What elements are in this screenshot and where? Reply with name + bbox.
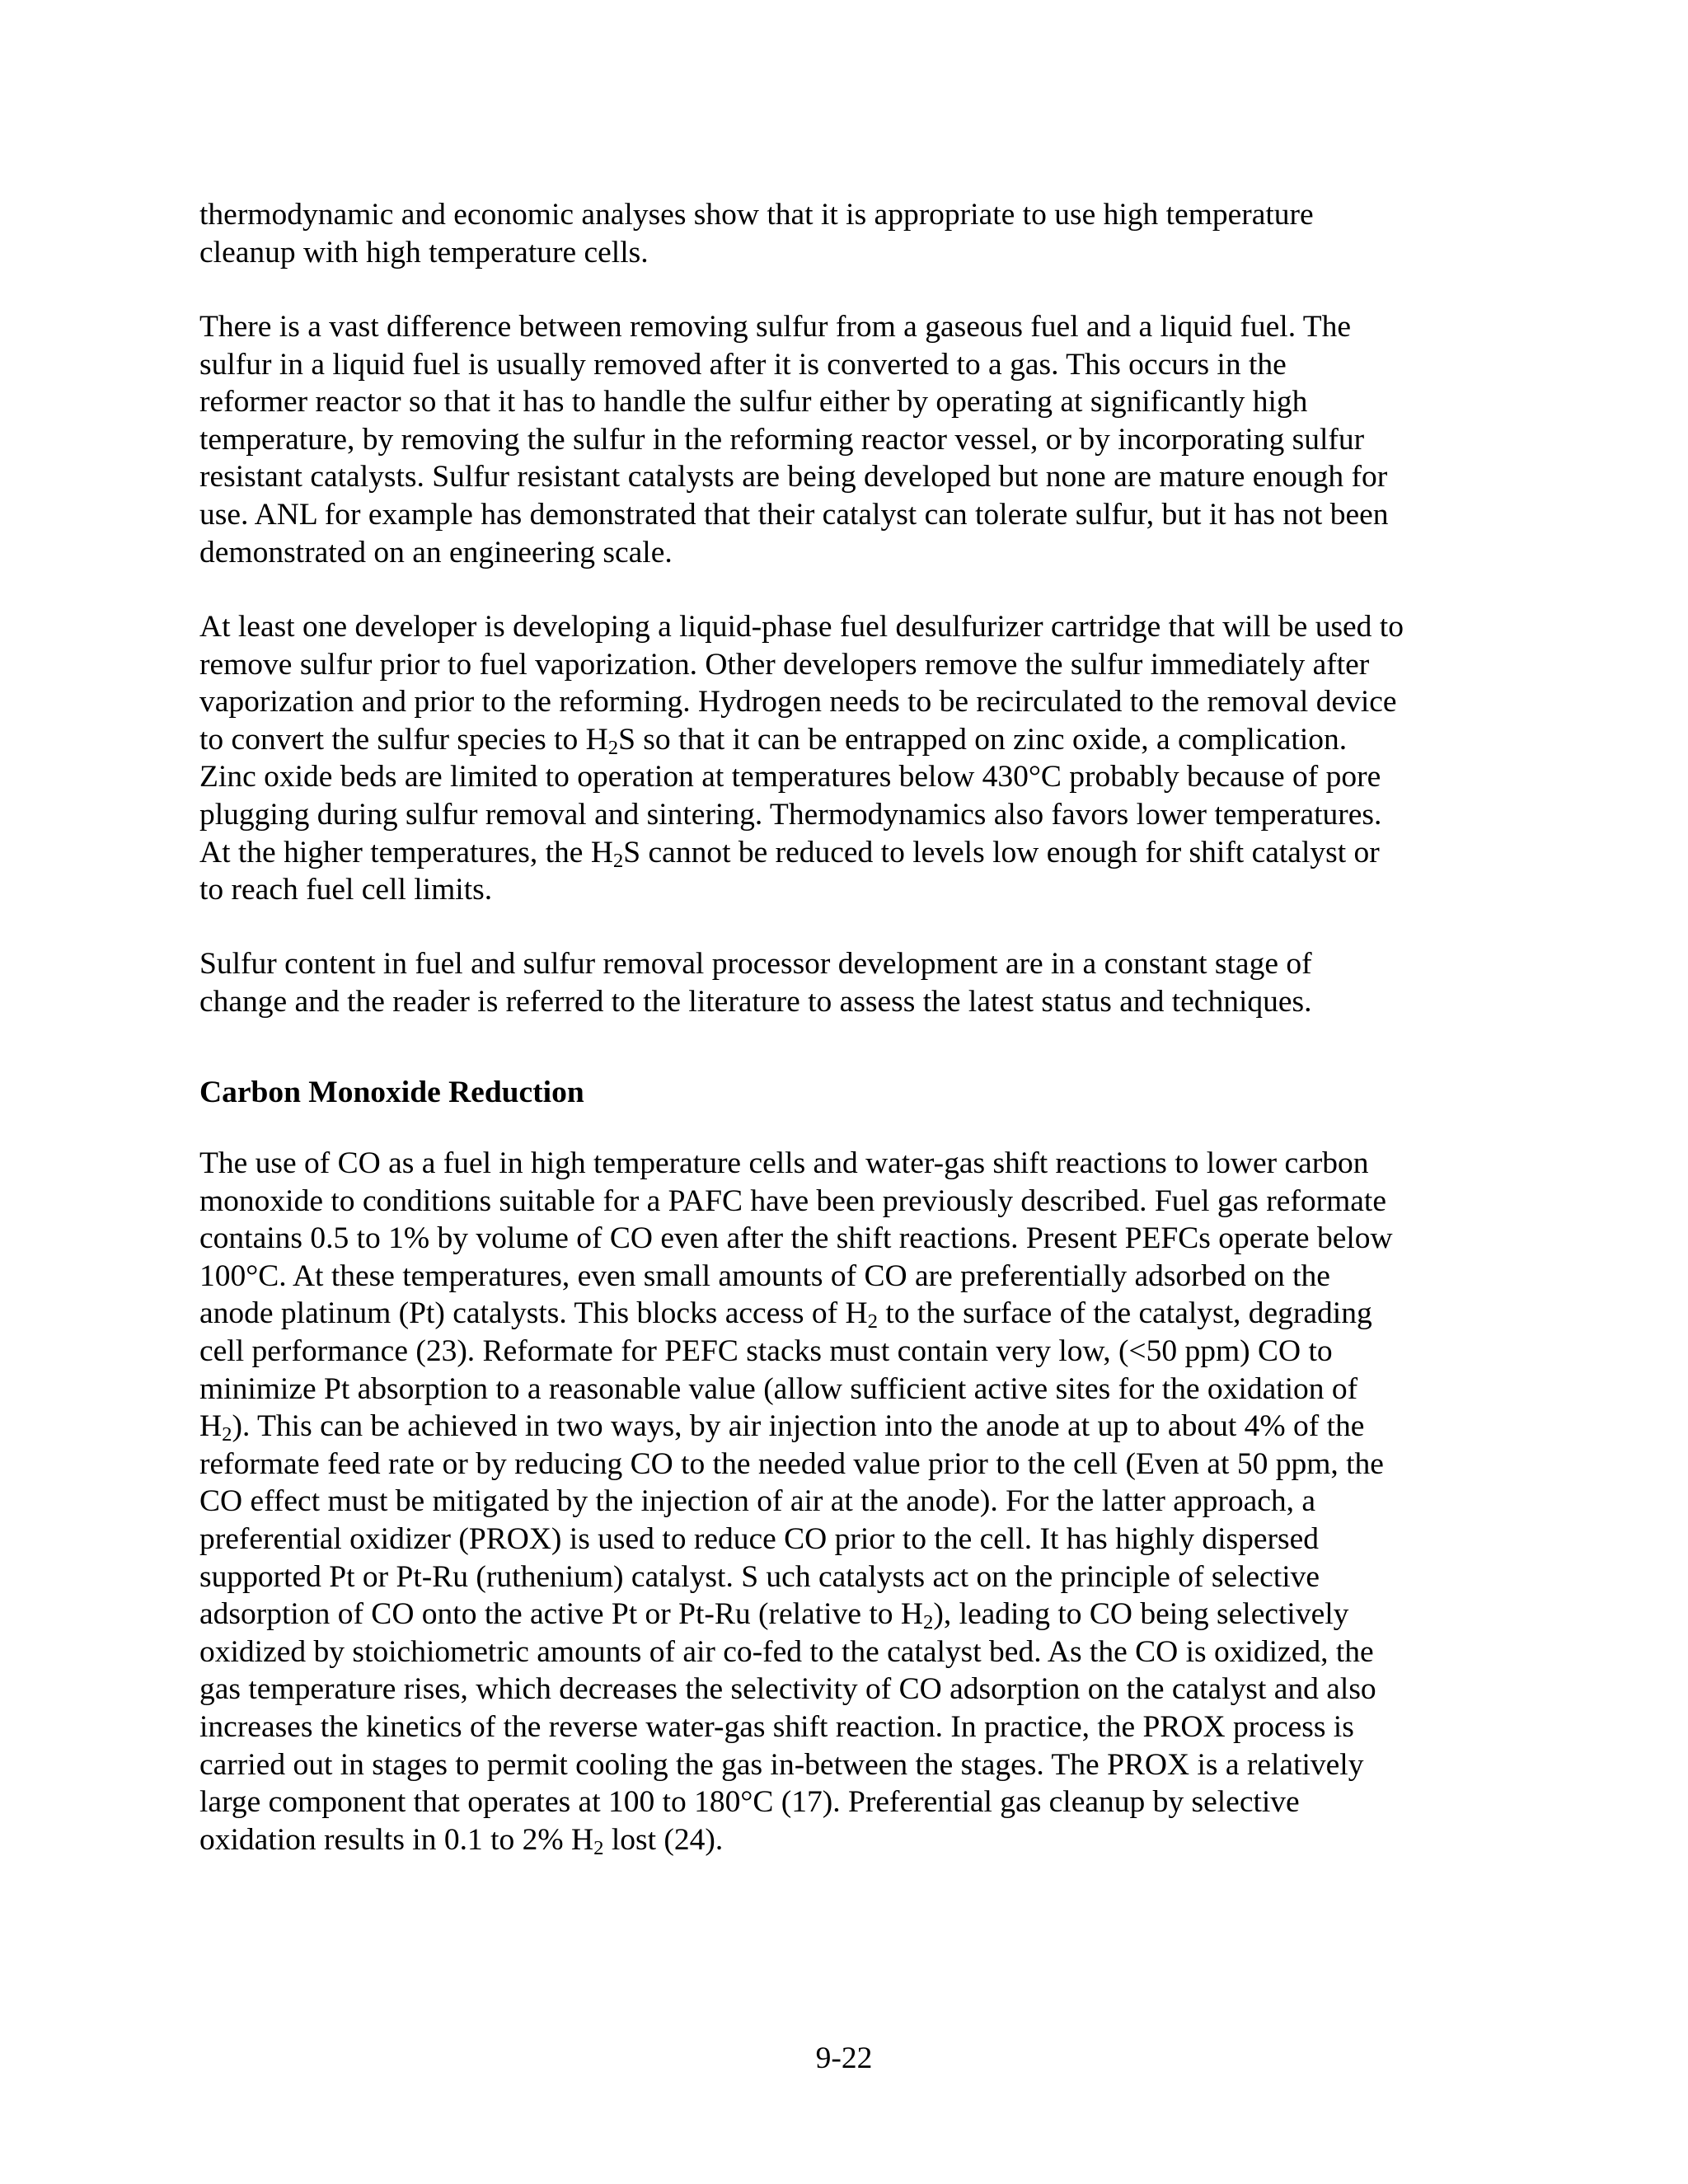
- text-line: Zinc oxide beds are limited to operation at temperatures below 430°C probably because of pore: [199, 760, 1381, 794]
- text-line: cell performance (23). Reformate for PEFC stacks must contain very low, (<50 ppm) CO to: [199, 1333, 1333, 1368]
- text-line: resistant catalysts. Sulfur resistant catalysts are being developed but none are mature enough for: [199, 460, 1388, 494]
- text-line: Sulfur content in fuel and sulfur removal processor development are in a constant stage of: [199, 947, 1312, 981]
- text-line: gas temperature rises, which decreases the selectivity of CO adsorption on the catalyst and also: [199, 1672, 1376, 1707]
- text-line: to reach fuel cell limits.: [199, 873, 493, 907]
- text-line: anode platinum (Pt) catalysts. This blocks access of $H_2$ to the surface of the catalyst, degrading: [199, 1296, 1372, 1333]
- text-line: CO effect must be mitigated by the injection of air at the anode). For the latter approach, a: [199, 1484, 1316, 1519]
- text-line: There is a vast difference between removing sulfur from a gaseous fuel and a liquid fuel. The: [199, 310, 1352, 344]
- paragraph-sulfur-content: [199, 945, 1502, 1020]
- text-line: oxidation results in 0.1 to 2% $H_2$ lost (24).: [199, 1822, 724, 1859]
- text-line: contains 0.5 to 1% by volume of CO even after the shift reactions. Present PEFCs operate below: [199, 1221, 1393, 1256]
- text-line: reformate feed rate or by reducing CO to the needed value prior to the cell (Even at 50 ppm, the: [199, 1446, 1384, 1481]
- text-line: sulfur in a liquid fuel is usually removed after it is converted to a gas. This occurs in the: [199, 347, 1287, 382]
- text-line: $H_2$). This can be achieved in two ways, by air injection into the anode at up to about 4% of the: [199, 1409, 1365, 1446]
- text-line: change and the reader is referred to the literature to assess the latest status and techniques.: [199, 984, 1312, 1019]
- text-line: remove sulfur prior to fuel vaporization. Other developers remove the sulfur immediately after: [199, 647, 1370, 682]
- text-line: The use of CO as a fuel in high temperature cells and water-gas shift reactions to lower carbon: [199, 1146, 1369, 1180]
- text-line: monoxide to conditions suitable for a PAFC have been previously described. Fuel gas reformate: [199, 1183, 1386, 1218]
- text-line: increases the kinetics of the reverse water-gas shift reaction. In practice, the PROX process is: [199, 1709, 1354, 1744]
- text-line: carried out in stages to permit cooling the gas in-between the stages. The PROX is a relatively: [199, 1747, 1364, 1782]
- text-line: demonstrated on an engineering scale.: [199, 535, 673, 569]
- text-line: to convert the sulfur species to $H_2S$ so that it can be entrapped on zinc oxide, a complication.: [199, 722, 1348, 759]
- paragraph-co-reduction: [199, 1145, 1502, 1858]
- text-line: temperature, by removing the sulfur in the reforming reactor vessel, or by incorporating sulfur: [199, 422, 1365, 457]
- text-line: At least one developer is developing a liquid-phase fuel desulfurizer cartridge that will be used to: [199, 610, 1404, 644]
- text-line: cleanup with high temperature cells.: [199, 235, 649, 269]
- text-line: supported Pt or Pt-Ru (ruthenium) catalyst. S uch catalysts act on the principle of selective: [199, 1559, 1320, 1594]
- text-line: plugging during sulfur removal and sintering. Thermodynamics also favors lower temperatures.: [199, 797, 1382, 832]
- paragraph-desulfurizer: [199, 608, 1502, 909]
- text-line: oxidized by stoichiometric amounts of air co-fed to the catalyst bed. As the CO is oxidized, the: [199, 1634, 1374, 1669]
- text-line: 100°C. At these temperatures, even small amounts of CO are preferentially adsorbed on the: [199, 1258, 1330, 1293]
- section-heading: Carbon Monoxide Reduction: [199, 1076, 584, 1109]
- paragraph-cleanup-intro: [199, 196, 1502, 271]
- text-line: large component that operates at 100 to 180°C (17). Preferential gas cleanup by selective: [199, 1785, 1300, 1820]
- paragraph-sulfur-liquid-fuel: [199, 308, 1502, 571]
- text-line: use. ANL for example has demonstrated that their catalyst can tolerate sulfur, but it has not been: [199, 497, 1389, 532]
- text-line: thermodynamic and economic analyses show that it is appropriate to use high temperature: [199, 198, 1314, 232]
- text-line: vaporization and prior to the reforming. Hydrogen needs to be recirculated to the removal device: [199, 685, 1397, 719]
- text-line: reformer reactor so that it has to handle the sulfur either by operating at significantly high: [199, 385, 1308, 419]
- page-number: 9-22: [815, 2041, 873, 2075]
- text-line: minimize Pt absorption to a reasonable value (allow sufficient active sites for the oxidation of: [199, 1371, 1358, 1406]
- text-line: At the higher temperatures, the $H_2S$ cannot be reduced to levels low enough for shift catalyst or: [199, 835, 1380, 872]
- text-line: adsorption of CO onto the active Pt or Pt-Ru (relative to $H_2$), leading to CO being selectively: [199, 1597, 1349, 1634]
- text-line: preferential oxidizer (PROX) is used to reduce CO prior to the cell. It has highly dispersed: [199, 1521, 1319, 1556]
